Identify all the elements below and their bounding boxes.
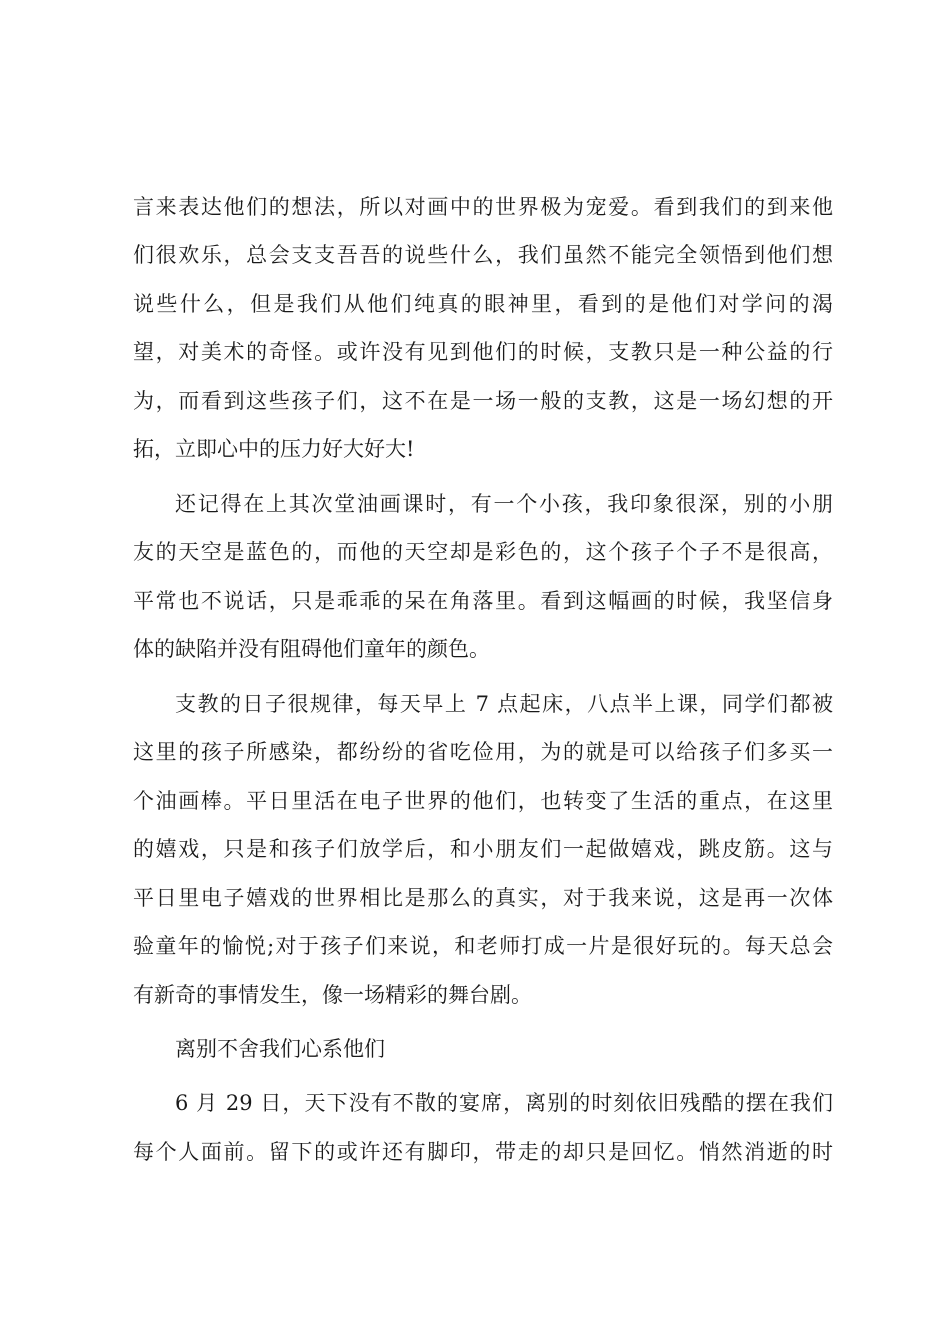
text-line: 友的天空是蓝色的，而他的天空却是彩色的，这个孩子个子不是很高， [133, 540, 833, 564]
text-line: 平常也不说话，只是乖乖的呆在角落里。看到这幅画的时候，我坚信身 [133, 589, 833, 613]
text-line: 个油画棒。平日里活在电子世界的他们，也转变了生活的重点，在这里 [133, 789, 833, 813]
text-line: 这里的孩子所感染，都纷纷的省吃俭用，为的就是可以给孩子们多买一 [133, 740, 833, 764]
text-line: 说些什么，但是我们从他们纯真的眼神里，看到的是他们对学问的渴 [133, 292, 833, 316]
text-line: 为，而看到这些孩子们，这不在是一场一般的支教，这是一场幻想的开 [133, 389, 833, 413]
text-line: 平日里电子嬉戏的世界相比是那么的真实，对于我来说，这是再一次体 [133, 886, 833, 910]
text-line: 拓，立即心中的压力好大好大! [133, 437, 415, 461]
text-line: 有新奇的事情发生，像一场精彩的舞台剧。 [133, 983, 532, 1007]
paragraph-first-line: 还记得在上其次堂油画课时，有一个小孩，我印象很深，别的小朋 [175, 492, 833, 516]
text-line: 每个人面前。留下的或许还有脚印，带走的却只是回忆。悄然消逝的时 [133, 1140, 833, 1164]
paragraph-first-line: 6 月 29 日，天下没有不散的宴席，离别的时刻依旧残酷的摆在我们 [175, 1091, 833, 1115]
text-line: 验童年的愉悦;对于孩子们来说，和老师打成一片是很好玩的。每天总会 [133, 934, 833, 958]
paragraph-first-line: 支教的日子很规律，每天早上 7 点起床，八点半上课，同学们都被 [175, 692, 833, 716]
text-line: 的嬉戏，只是和孩子们放学后，和小朋友们一起做嬉戏，跳皮筋。这与 [133, 837, 833, 861]
section-heading: 离别不舍我们心系他们 [175, 1037, 385, 1061]
text-line: 们很欢乐，总会支支吾吾的说些什么，我们虽然不能完全领悟到他们想 [133, 243, 833, 267]
text-line: 体的缺陷并没有阻碍他们童年的颜色。 [133, 637, 490, 661]
text-line: 望，对美术的奇怪。或许没有见到他们的时候，支教只是一种公益的行 [133, 340, 833, 364]
text-line: 言来表达他们的想法，所以对画中的世界极为宠爱。看到我们的到来他 [133, 195, 833, 219]
